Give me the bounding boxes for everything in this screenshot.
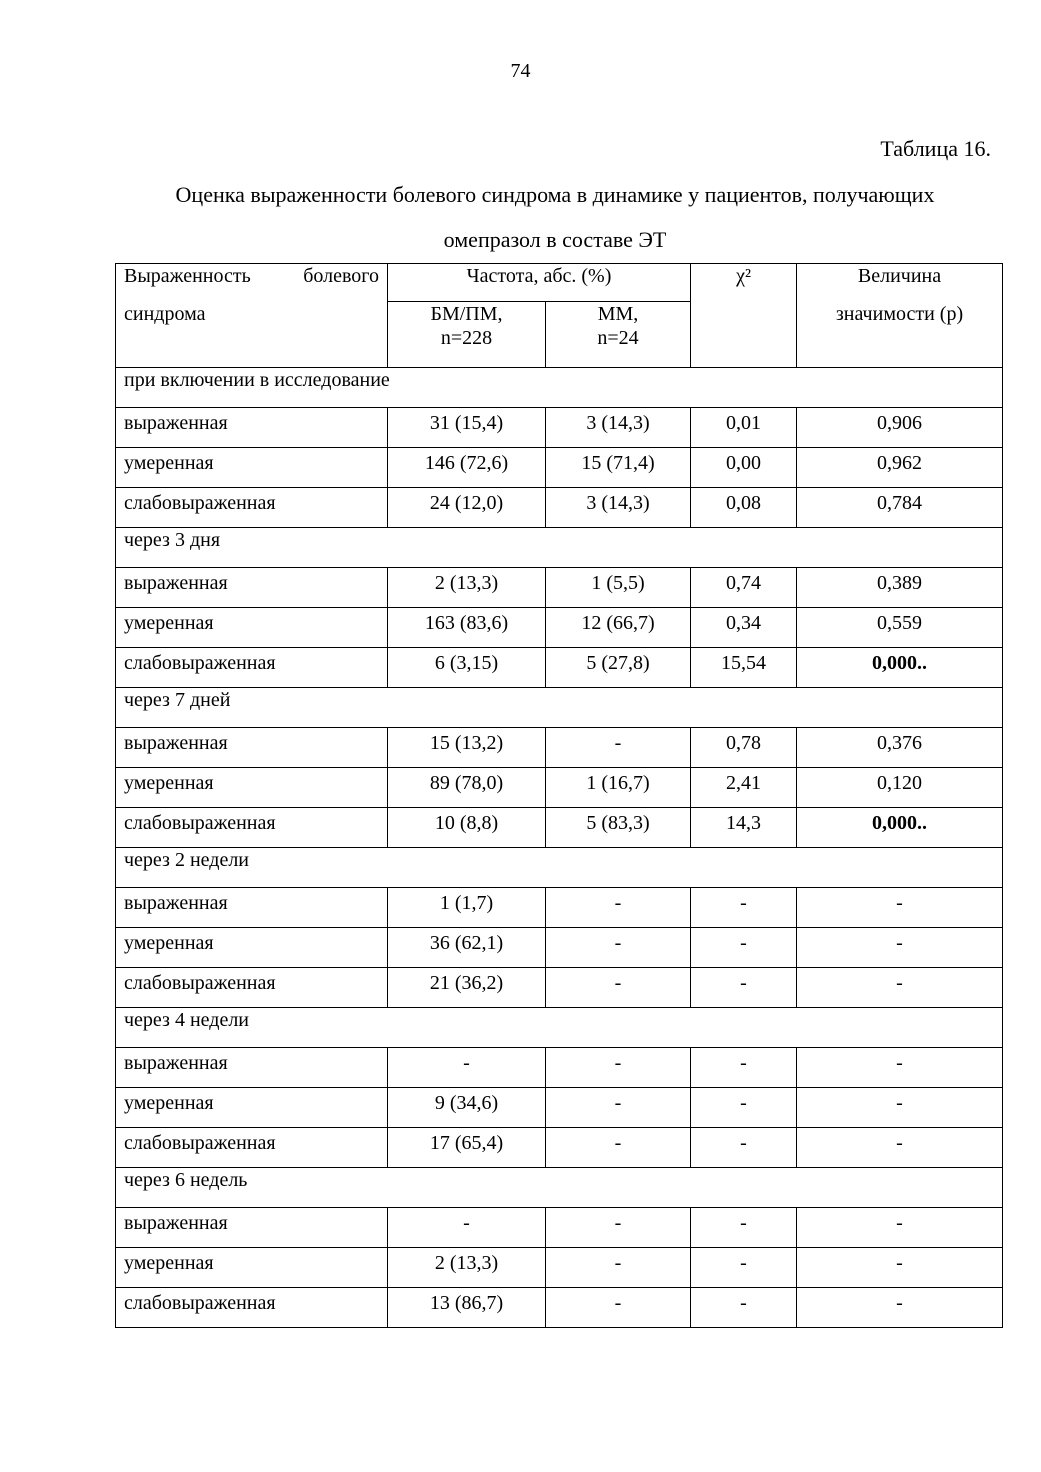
- mm-cell: -: [546, 1128, 691, 1168]
- bm-pm-cell: 17 (65,4): [388, 1128, 546, 1168]
- bm-pm-cell: 89 (78,0): [388, 768, 546, 808]
- table-row: [116, 1288, 1003, 1328]
- header-bm-line-1: БМ/ПМ,: [430, 303, 503, 325]
- header-severity-word-2: болевого: [303, 265, 379, 287]
- bm-pm-cell: 21 (36,2): [388, 968, 546, 1008]
- header-mm-line-2: n=24: [597, 327, 639, 349]
- table-row: [116, 408, 1003, 448]
- bm-pm-cell: 15 (13,2): [388, 728, 546, 768]
- p-value-cell: 0,389: [797, 568, 1003, 608]
- table-row: [116, 928, 1003, 968]
- chi-square-cell: 0,08: [691, 488, 797, 528]
- p-value-cell: 0,559: [797, 608, 1003, 648]
- chi-square-cell: 0,78: [691, 728, 797, 768]
- mm-cell: -: [546, 968, 691, 1008]
- table-title: [100, 172, 1010, 262]
- mm-cell: 3 (14,3): [546, 488, 691, 528]
- table-row: [116, 1128, 1003, 1168]
- chi-square-cell: -: [691, 1128, 797, 1168]
- p-value-cell: -: [797, 1048, 1003, 1088]
- mm-cell: -: [546, 1248, 691, 1288]
- header-frequency: Частота, абс. (%): [388, 264, 691, 302]
- mm-cell: 5 (27,8): [546, 648, 691, 688]
- severity-cell: умеренная: [116, 1088, 388, 1128]
- table-row: [116, 888, 1003, 928]
- table-title-line-1: Оценка выраженности болевого синдрома в динамике у пациентов, получающих: [175, 182, 935, 207]
- severity-cell: выраженная: [116, 1208, 388, 1248]
- header-mm: [546, 302, 691, 368]
- bm-pm-cell: 1 (1,7): [388, 888, 546, 928]
- severity-cell: выраженная: [116, 1048, 388, 1088]
- table-row: [116, 608, 1003, 648]
- p-value-cell: -: [797, 968, 1003, 1008]
- section-row: [116, 848, 1003, 888]
- table-row: [116, 1248, 1003, 1288]
- chi-square-cell: 15,54: [691, 648, 797, 688]
- section-title: через 7 дней: [116, 688, 1003, 728]
- p-value-cell: -: [797, 888, 1003, 928]
- bm-pm-cell: 9 (34,6): [388, 1088, 546, 1128]
- severity-cell: выраженная: [116, 728, 388, 768]
- chi-square-cell: -: [691, 1048, 797, 1088]
- header-mm-line-1: ММ,: [597, 303, 639, 325]
- chi-square-cell: -: [691, 968, 797, 1008]
- section-row: [116, 1168, 1003, 1208]
- p-value-cell: -: [797, 928, 1003, 968]
- severity-cell: слабовыраженная: [116, 648, 388, 688]
- header-p-line-1: Величина: [857, 265, 942, 287]
- bm-pm-cell: 163 (83,6): [388, 608, 546, 648]
- mm-cell: -: [546, 928, 691, 968]
- bm-pm-cell: 10 (8,8): [388, 808, 546, 848]
- section-title: через 2 недели: [116, 848, 1003, 888]
- bm-pm-cell: 2 (13,3): [388, 568, 546, 608]
- p-value-cell: -: [797, 1208, 1003, 1248]
- section-title: при включении в исследование: [116, 368, 1003, 408]
- chi-square-cell: 0,00: [691, 448, 797, 488]
- section-title: через 4 недели: [116, 1008, 1003, 1048]
- header-p-line-2: значимости (p): [835, 303, 964, 325]
- severity-cell: умеренная: [116, 1248, 388, 1288]
- mm-cell: -: [546, 1208, 691, 1248]
- chi-square-cell: -: [691, 1088, 797, 1128]
- mm-cell: 1 (16,7): [546, 768, 691, 808]
- section-row: [116, 688, 1003, 728]
- severity-cell: умеренная: [116, 448, 388, 488]
- bm-pm-cell: 146 (72,6): [388, 448, 546, 488]
- header-bm-line-2: n=228: [440, 327, 493, 349]
- chi-square-cell: -: [691, 1208, 797, 1248]
- mm-cell: -: [546, 1288, 691, 1328]
- header-severity-line-2: синдрома: [124, 303, 206, 325]
- header-severity-word-1: Выраженность: [124, 265, 251, 287]
- table-row: [116, 768, 1003, 808]
- bm-pm-cell: -: [388, 1208, 546, 1248]
- p-value-cell: -: [797, 1128, 1003, 1168]
- severity-cell: слабовыраженная: [116, 968, 388, 1008]
- section-row: [116, 528, 1003, 568]
- section-row: [116, 368, 1003, 408]
- mm-cell: -: [546, 1088, 691, 1128]
- table-title-line-2: омепразол в составе ЭТ: [443, 227, 667, 252]
- p-value-cell: 0,376: [797, 728, 1003, 768]
- chi-square-cell: -: [691, 1248, 797, 1288]
- page-number: 74: [510, 60, 531, 82]
- bm-pm-cell: 6 (3,15): [388, 648, 546, 688]
- table-row: [116, 808, 1003, 848]
- bm-pm-cell: 2 (13,3): [388, 1248, 546, 1288]
- mm-cell: -: [546, 728, 691, 768]
- header-chi-square: χ²: [691, 264, 797, 368]
- header-p-value: [797, 264, 1003, 368]
- severity-cell: слабовыраженная: [116, 808, 388, 848]
- table-row: [116, 1088, 1003, 1128]
- mm-cell: 5 (83,3): [546, 808, 691, 848]
- severity-cell: умеренная: [116, 928, 388, 968]
- p-value-cell: 0,000..: [797, 808, 1003, 848]
- mm-cell: 1 (5,5): [546, 568, 691, 608]
- table-row: [116, 568, 1003, 608]
- table-label: Таблица 16.: [880, 136, 991, 161]
- header-severity: [116, 264, 388, 368]
- section-title: через 3 дня: [116, 528, 1003, 568]
- table-row: [116, 1048, 1003, 1088]
- p-value-cell: 0,962: [797, 448, 1003, 488]
- severity-cell: выраженная: [116, 408, 388, 448]
- severity-cell: выраженная: [116, 888, 388, 928]
- severity-cell: выраженная: [116, 568, 388, 608]
- mm-cell: 3 (14,3): [546, 408, 691, 448]
- severity-cell: умеренная: [116, 768, 388, 808]
- pain-syndrome-table: [115, 263, 1003, 1328]
- header-row: [116, 264, 1003, 302]
- chi-square-cell: 2,41: [691, 768, 797, 808]
- p-value-cell: 0,120: [797, 768, 1003, 808]
- section-title: через 6 недель: [116, 1168, 1003, 1208]
- mm-cell: -: [546, 1048, 691, 1088]
- chi-square-cell: 0,01: [691, 408, 797, 448]
- table-row: [116, 1208, 1003, 1248]
- p-value-cell: 0,906: [797, 408, 1003, 448]
- bm-pm-cell: 36 (62,1): [388, 928, 546, 968]
- bm-pm-cell: -: [388, 1048, 546, 1088]
- bm-pm-cell: 13 (86,7): [388, 1288, 546, 1328]
- section-row: [116, 1008, 1003, 1048]
- table-row: [116, 968, 1003, 1008]
- table-row: [116, 648, 1003, 688]
- p-value-cell: 0,784: [797, 488, 1003, 528]
- chi-square-cell: 14,3: [691, 808, 797, 848]
- mm-cell: 12 (66,7): [546, 608, 691, 648]
- severity-cell: слабовыраженная: [116, 1288, 388, 1328]
- table-row: [116, 448, 1003, 488]
- bm-pm-cell: 31 (15,4): [388, 408, 546, 448]
- p-value-cell: -: [797, 1248, 1003, 1288]
- p-value-cell: 0,000..: [797, 648, 1003, 688]
- p-value-cell: -: [797, 1288, 1003, 1328]
- chi-square-cell: 0,74: [691, 568, 797, 608]
- bm-pm-cell: 24 (12,0): [388, 488, 546, 528]
- header-bm-pm: [388, 302, 546, 368]
- mm-cell: 15 (71,4): [546, 448, 691, 488]
- severity-cell: умеренная: [116, 608, 388, 648]
- chi-square-cell: -: [691, 1288, 797, 1328]
- table-row: [116, 488, 1003, 528]
- severity-cell: слабовыраженная: [116, 488, 388, 528]
- table-row: [116, 728, 1003, 768]
- chi-square-cell: 0,34: [691, 608, 797, 648]
- mm-cell: -: [546, 888, 691, 928]
- severity-cell: слабовыраженная: [116, 1128, 388, 1168]
- chi-square-cell: -: [691, 928, 797, 968]
- p-value-cell: -: [797, 1088, 1003, 1128]
- chi-square-cell: -: [691, 888, 797, 928]
